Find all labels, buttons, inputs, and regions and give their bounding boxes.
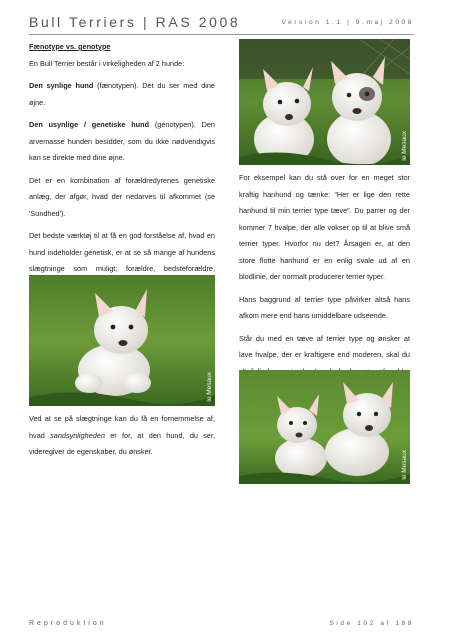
- photo-credit: le Mesaux: [206, 372, 213, 402]
- paragraph-genetic-dog: [29, 117, 215, 167]
- single-puppy-image: [29, 275, 215, 406]
- paragraph-relatives: Det bedste værktøj til at få en god forståelse af, hvad en hund indeholder genetisk, er at se så mange af hundens slægtninge som muligt; forældre, bedsteforældre,: [29, 231, 215, 273]
- paragraph-example: For eksempel kan du stå over for en meget stor kraftig hanhund og tænke: “Her er lige den rette hanhund til min terrier type tæve”. Du parrer og der kommer 7 hvalpe, der alle vokser op til at blive små terrier typer. Hvorfor nu det? Årsagen er, at den store flotte hanhund er en enlig svale ud af en blodlinie, der normalt producerer terrier typer.: [239, 173, 410, 281]
- section-heading: Fænotype vs. genotype: [29, 42, 111, 51]
- photo-single-puppy: [29, 275, 215, 406]
- paragraph-intro: En Bull Terrier består i virkeligheden af 2 hunde:: [29, 58, 185, 68]
- photo-credit: le Mesaux: [401, 131, 408, 161]
- visible-dog-description: (fænotypen). Det du ser med dine øjne.: [29, 81, 215, 107]
- paragraph-background: Hans baggrund af terrier type påvirker altså hans afkom mere end hans umiddelbare udseende.: [239, 294, 410, 320]
- two-puppies-image: [239, 39, 410, 165]
- photo-credit: le Mesaux: [401, 450, 408, 480]
- photo-two-puppies-grass: [239, 370, 410, 484]
- paragraph-visible-dog: [29, 78, 215, 111]
- likelihood-text-b: er for, at den hund, du ser, videregiver de egenskaber, du ønsker.: [29, 430, 215, 456]
- likelihood-emphasis: sandsynligheden: [50, 430, 105, 440]
- left-column-bottom-text: [29, 411, 215, 467]
- document-version: Version 1.1 | 9.maj 2008: [281, 19, 414, 26]
- two-puppies-grass-image: [239, 370, 410, 484]
- header-divider: [29, 34, 414, 35]
- visible-dog-term: Den synlige hund: [29, 81, 94, 90]
- likelihood-text-a: Ved at se på slægtninge kan du få en fornemmelse af, hvad: [29, 414, 215, 440]
- genetic-dog-description: (genotypen). Den arvemasse hunden besidder, som du ikke nødvendigvis kan se direkte med dine øjne.: [29, 120, 215, 162]
- paragraph-likelihood: [29, 411, 215, 461]
- paragraph-bitch: Står du med en tæve af terrier type og ønsker at lave hvalpe, der er kraftigere end moderen, skal du: [239, 333, 410, 359]
- footer-section: Reproduktion: [29, 620, 107, 627]
- document-title: Bull Terriers | RAS 2008: [29, 14, 241, 30]
- photo-two-puppies: [239, 39, 410, 165]
- genetic-dog-term: Den usynlige / genetiske hund: [29, 120, 150, 129]
- footer-page-number: Side 102 af 188: [329, 620, 414, 627]
- paragraph-combination: Det er en kombination af forældredyrenes genetiske anlæg, der afgør, hvad der nedarves til afkommet (se 'Sundhed').: [29, 175, 215, 218]
